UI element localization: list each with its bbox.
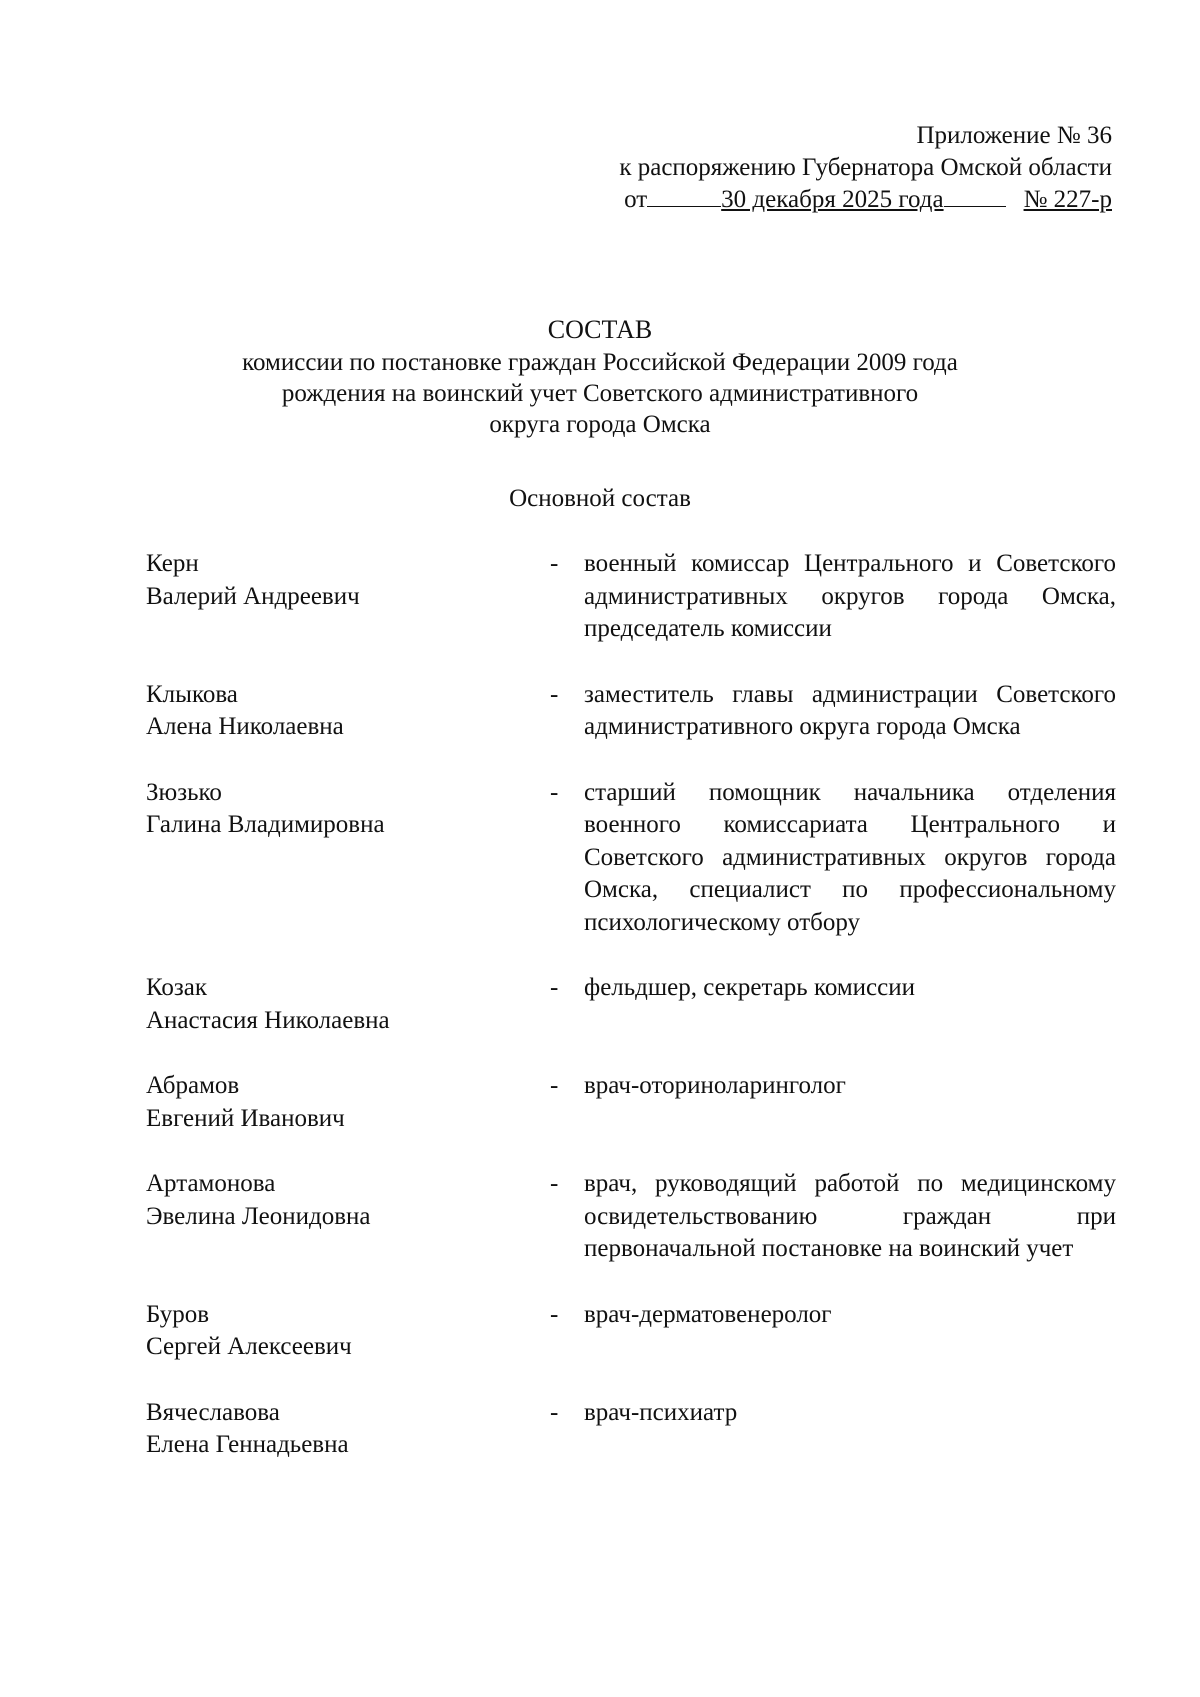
- appendix-reference: к распоряжению Губернатора Омской области: [619, 154, 1112, 181]
- title-block: [150, 314, 1050, 440]
- member-name: [146, 679, 546, 744]
- member-role: фельдшер, секретарь комиссии: [584, 974, 916, 1001]
- member-name: [146, 1168, 546, 1266]
- members-list: [146, 548, 1120, 1462]
- member-role: военный комиссар Центрального и Советского административных округов города Омска, председатель комиссии: [584, 550, 1116, 642]
- order-date: 30 декабря 2025 года: [721, 186, 944, 213]
- member-given-names: Анастасия Николаевна: [146, 1006, 390, 1034]
- document-title: СОСТАВ: [547, 315, 653, 344]
- member-surname: Вячеславова: [146, 1398, 280, 1426]
- title-line-3: округа города Омска: [489, 411, 711, 438]
- appendix-date-line: [512, 184, 1112, 216]
- member-surname: Буров: [146, 1300, 210, 1328]
- member-name: [146, 1070, 546, 1135]
- section-heading: Основной состав: [509, 485, 691, 512]
- member-dash: -: [550, 974, 559, 1001]
- blank-underline: [944, 205, 1006, 207]
- member-role: врач-оториноларинголог: [584, 1072, 846, 1099]
- member-dash: -: [550, 1170, 559, 1197]
- member-role: врач-дерматовенеролог: [584, 1300, 832, 1328]
- member-given-names: Эвелина Леонидовна: [146, 1202, 371, 1230]
- member-name: [146, 1397, 546, 1462]
- member-entry: [146, 777, 1120, 940]
- title-line-1: комиссии по постановке граждан Российской Федерации 2009 года: [242, 349, 958, 376]
- title-line-2: рождения на воинский учет Советского административного: [281, 380, 919, 407]
- member-given-names: Валерий Андреевич: [146, 582, 360, 610]
- order-number: № 227-р: [1023, 186, 1112, 213]
- member-dash: -: [550, 1300, 559, 1328]
- member-entry: [146, 679, 1120, 744]
- member-surname: Артамонова: [146, 1170, 276, 1197]
- member-name: [146, 777, 546, 940]
- member-role: врач, руководящий работой по медицинскому освидетельствованию граждан при первоначальной постановке на воинский учет: [584, 1170, 1116, 1262]
- member-surname: Козак: [146, 974, 208, 1001]
- from-label: от: [624, 186, 648, 213]
- member-given-names: Евгений Иванович: [146, 1104, 345, 1132]
- member-given-names: Елена Геннадьевна: [146, 1431, 349, 1458]
- member-dash: -: [550, 1398, 559, 1426]
- member-role: врач-психиатр: [584, 1398, 738, 1426]
- member-entry: [146, 1168, 1120, 1266]
- member-entry: [146, 972, 1120, 1037]
- member-role: заместитель главы администрации Советского административного округа города Омска: [584, 680, 1116, 740]
- member-surname: Керн: [146, 550, 199, 577]
- appendix-number: Приложение № 36: [916, 122, 1112, 149]
- member-entry: [146, 1070, 1120, 1135]
- member-surname: Зюзько: [146, 778, 222, 806]
- member-given-names: Алена Николаевна: [146, 713, 344, 740]
- member-surname: Абрамов: [146, 1072, 240, 1099]
- member-dash: -: [550, 550, 559, 577]
- member-given-names: Сергей Алексеевич: [146, 1333, 352, 1360]
- appendix-block: [512, 120, 1112, 216]
- member-name: [146, 972, 546, 1037]
- member-dash: -: [550, 680, 559, 708]
- member-surname: Клыкова: [146, 680, 238, 708]
- member-entry: [146, 1397, 1120, 1462]
- member-name: [146, 1299, 546, 1364]
- member-entry: [146, 1299, 1120, 1364]
- member-given-names: Галина Владимировна: [146, 811, 385, 838]
- member-name: [146, 548, 546, 646]
- member-entry: [146, 548, 1120, 646]
- member-dash: -: [550, 778, 559, 806]
- member-dash: -: [550, 1072, 559, 1099]
- member-role: старший помощник начальника отделения военного комиссариата Центрального и Советского административных округов города Омска, специалист по профессиональному психологическому отбору: [584, 778, 1116, 936]
- blank-underline: [647, 205, 721, 207]
